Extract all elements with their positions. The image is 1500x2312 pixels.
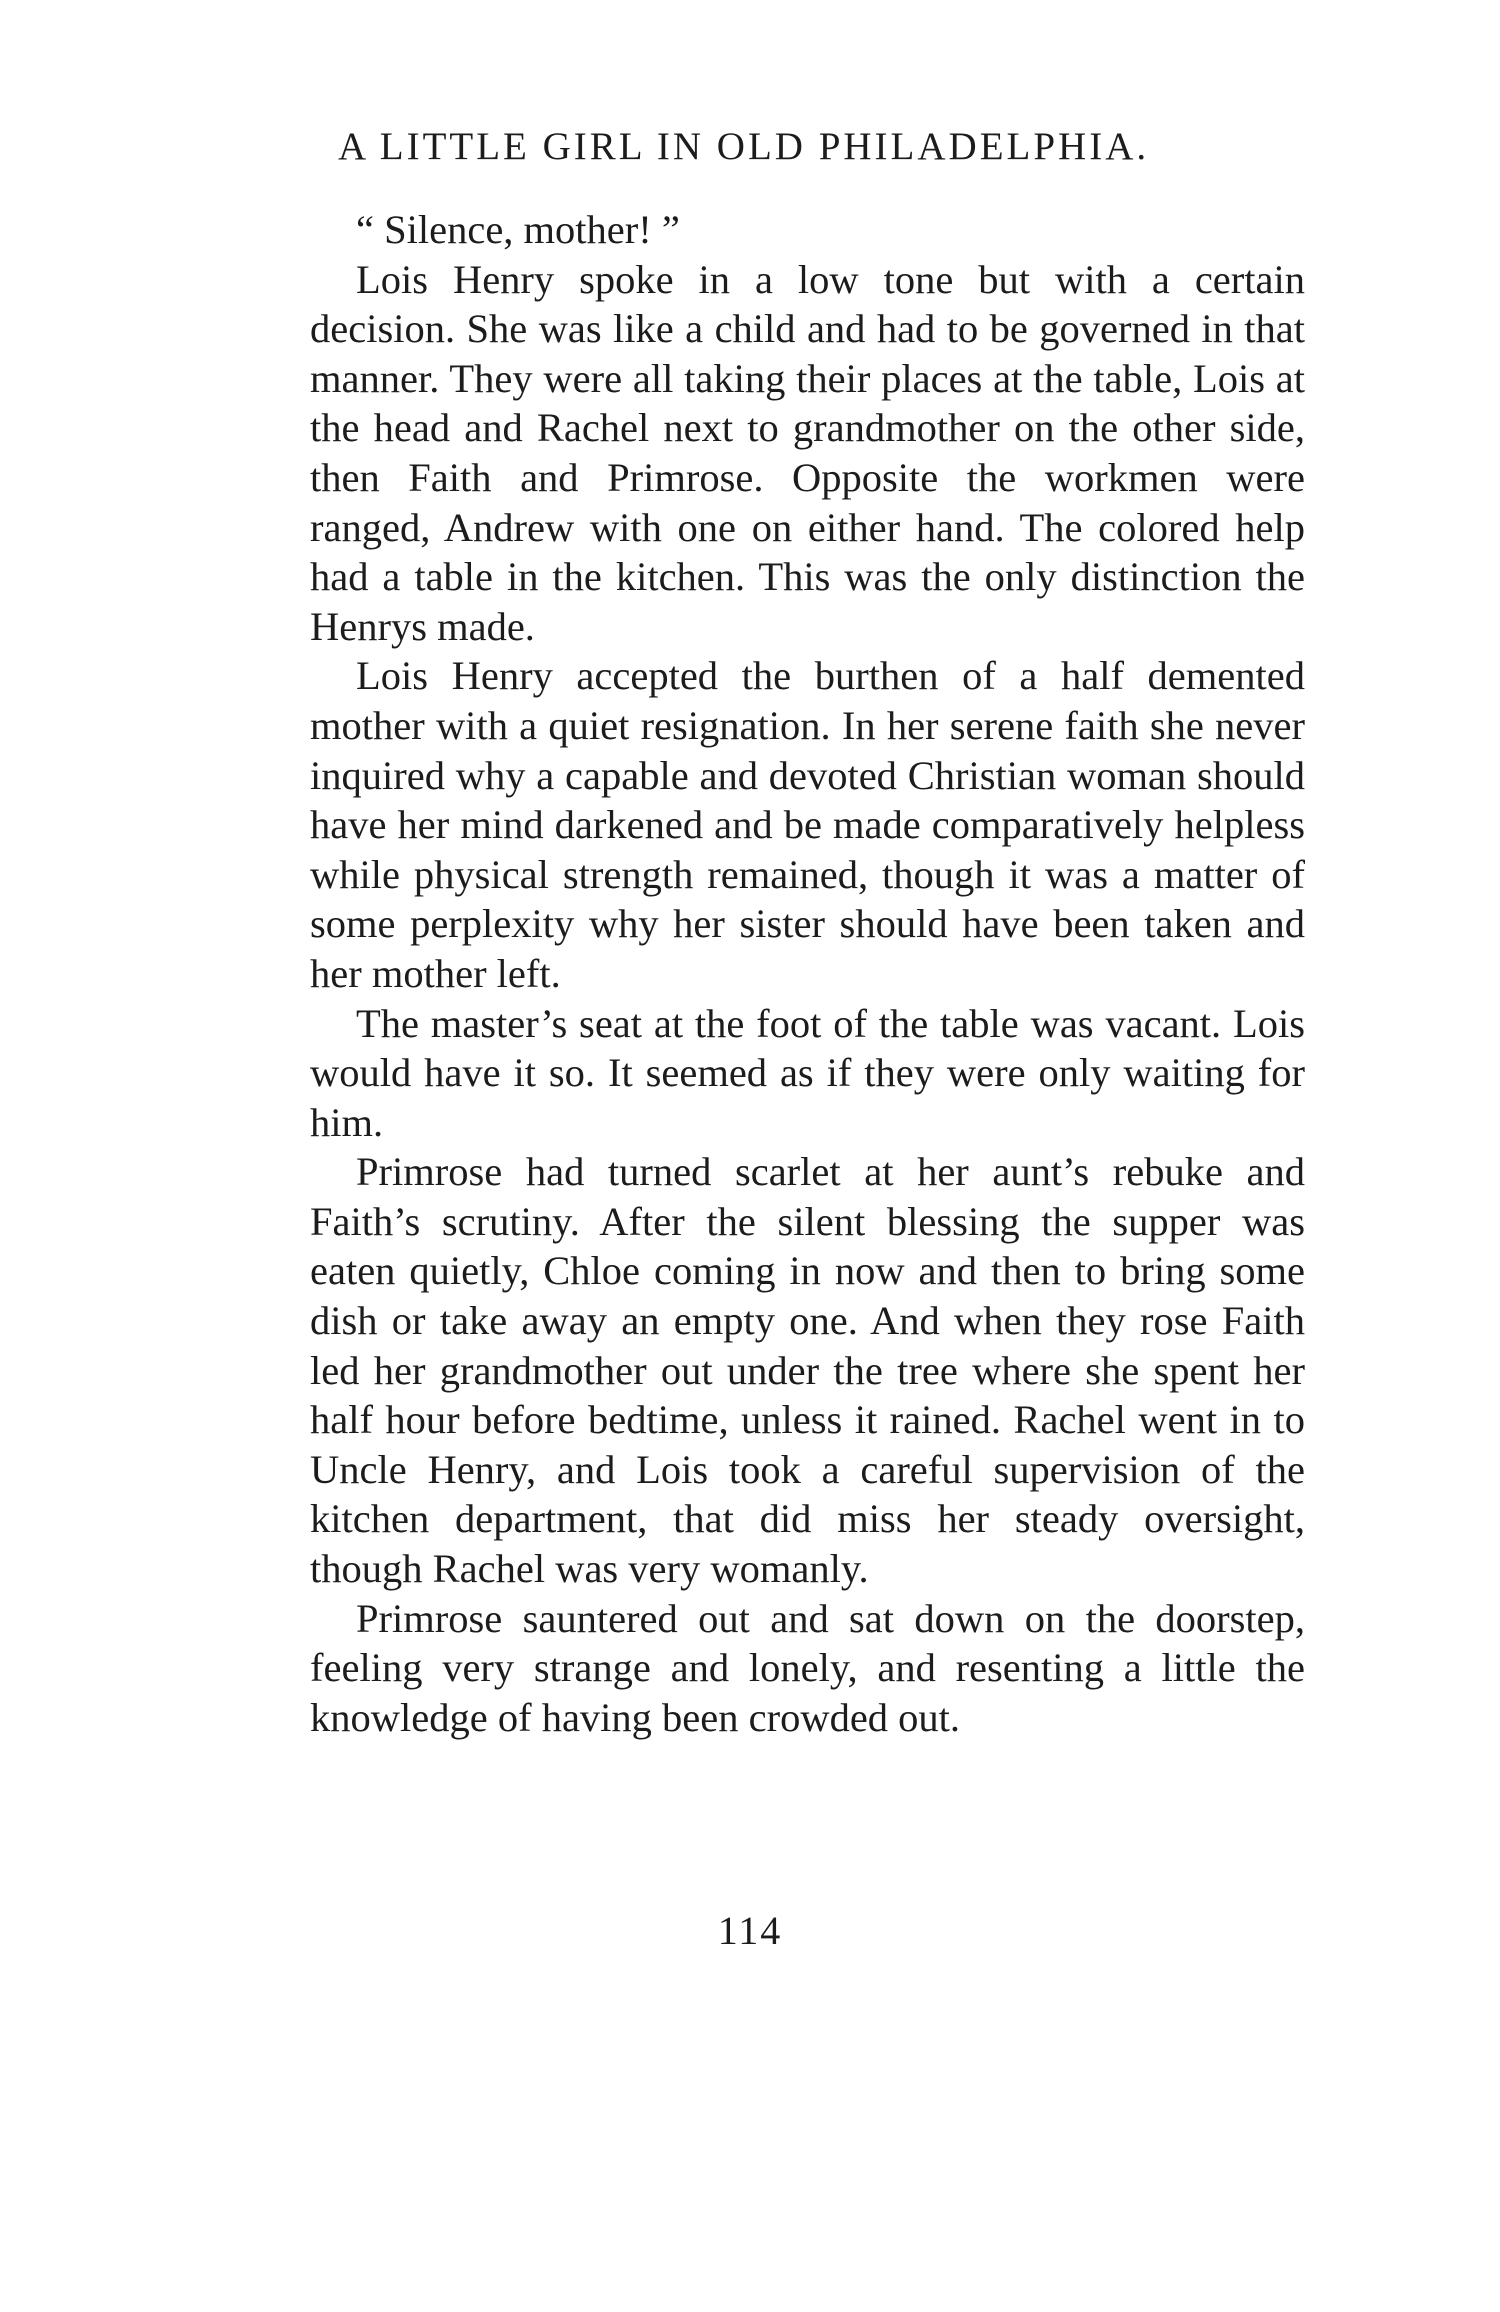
- paragraph: The master’s seat at the foot of the table was vacant. Lois would have it so. It seemed as if they were only waiting for him.: [310, 1000, 1305, 1145]
- paragraph: “ Silence, mother! ”: [356, 207, 680, 252]
- paragraph: Primrose sauntered out and sat down on the doorstep, feeling very strange and lonely, and resenting a little the knowledge of having been crowded out.: [310, 1595, 1305, 1740]
- paragraph: Lois Henry spoke in a low tone but with a certain decision. She was like a child and had to be governed in that manner. They were all taking their places at the table, Lois at the head and Rachel next to grandmother on the other side, then Faith and Primrose. Opposite the workmen were ranged, Andrew with one on either hand. The colored help had a table in the kitchen. This was the only distinction the Henrys made.: [310, 256, 1305, 649]
- page-number: 114: [717, 1908, 783, 1953]
- running-head: A LITTLE GIRL IN OLD PHILADELPHIA.: [338, 125, 1150, 168]
- body-text: [310, 205, 1305, 1742]
- paragraph: Lois Henry accepted the burthen of a half demented mother with a quiet resignation. In her serene faith she never inquired why a capable and devoted Christian woman should have her mind darkened and be made comparatively helpless while physical strength remained, though it was a matter of some perplexity why her sister should have been taken and her mother left.: [310, 653, 1305, 996]
- paragraph: Primrose had turned scarlet at her aunt’s rebuke and Faith’s scrutiny. After the silent blessing the supper was eaten quietly, Chloe coming in now and then to bring some dish or take away an empty one. And when they rose Faith led her grandmother out under the tree where she spent her half hour before bedtime, unless it rained. Rachel went in to Uncle Henry, and Lois took a careful supervision of the kitchen department, that did miss her steady oversight, though Rachel was very womanly.: [310, 1149, 1305, 1592]
